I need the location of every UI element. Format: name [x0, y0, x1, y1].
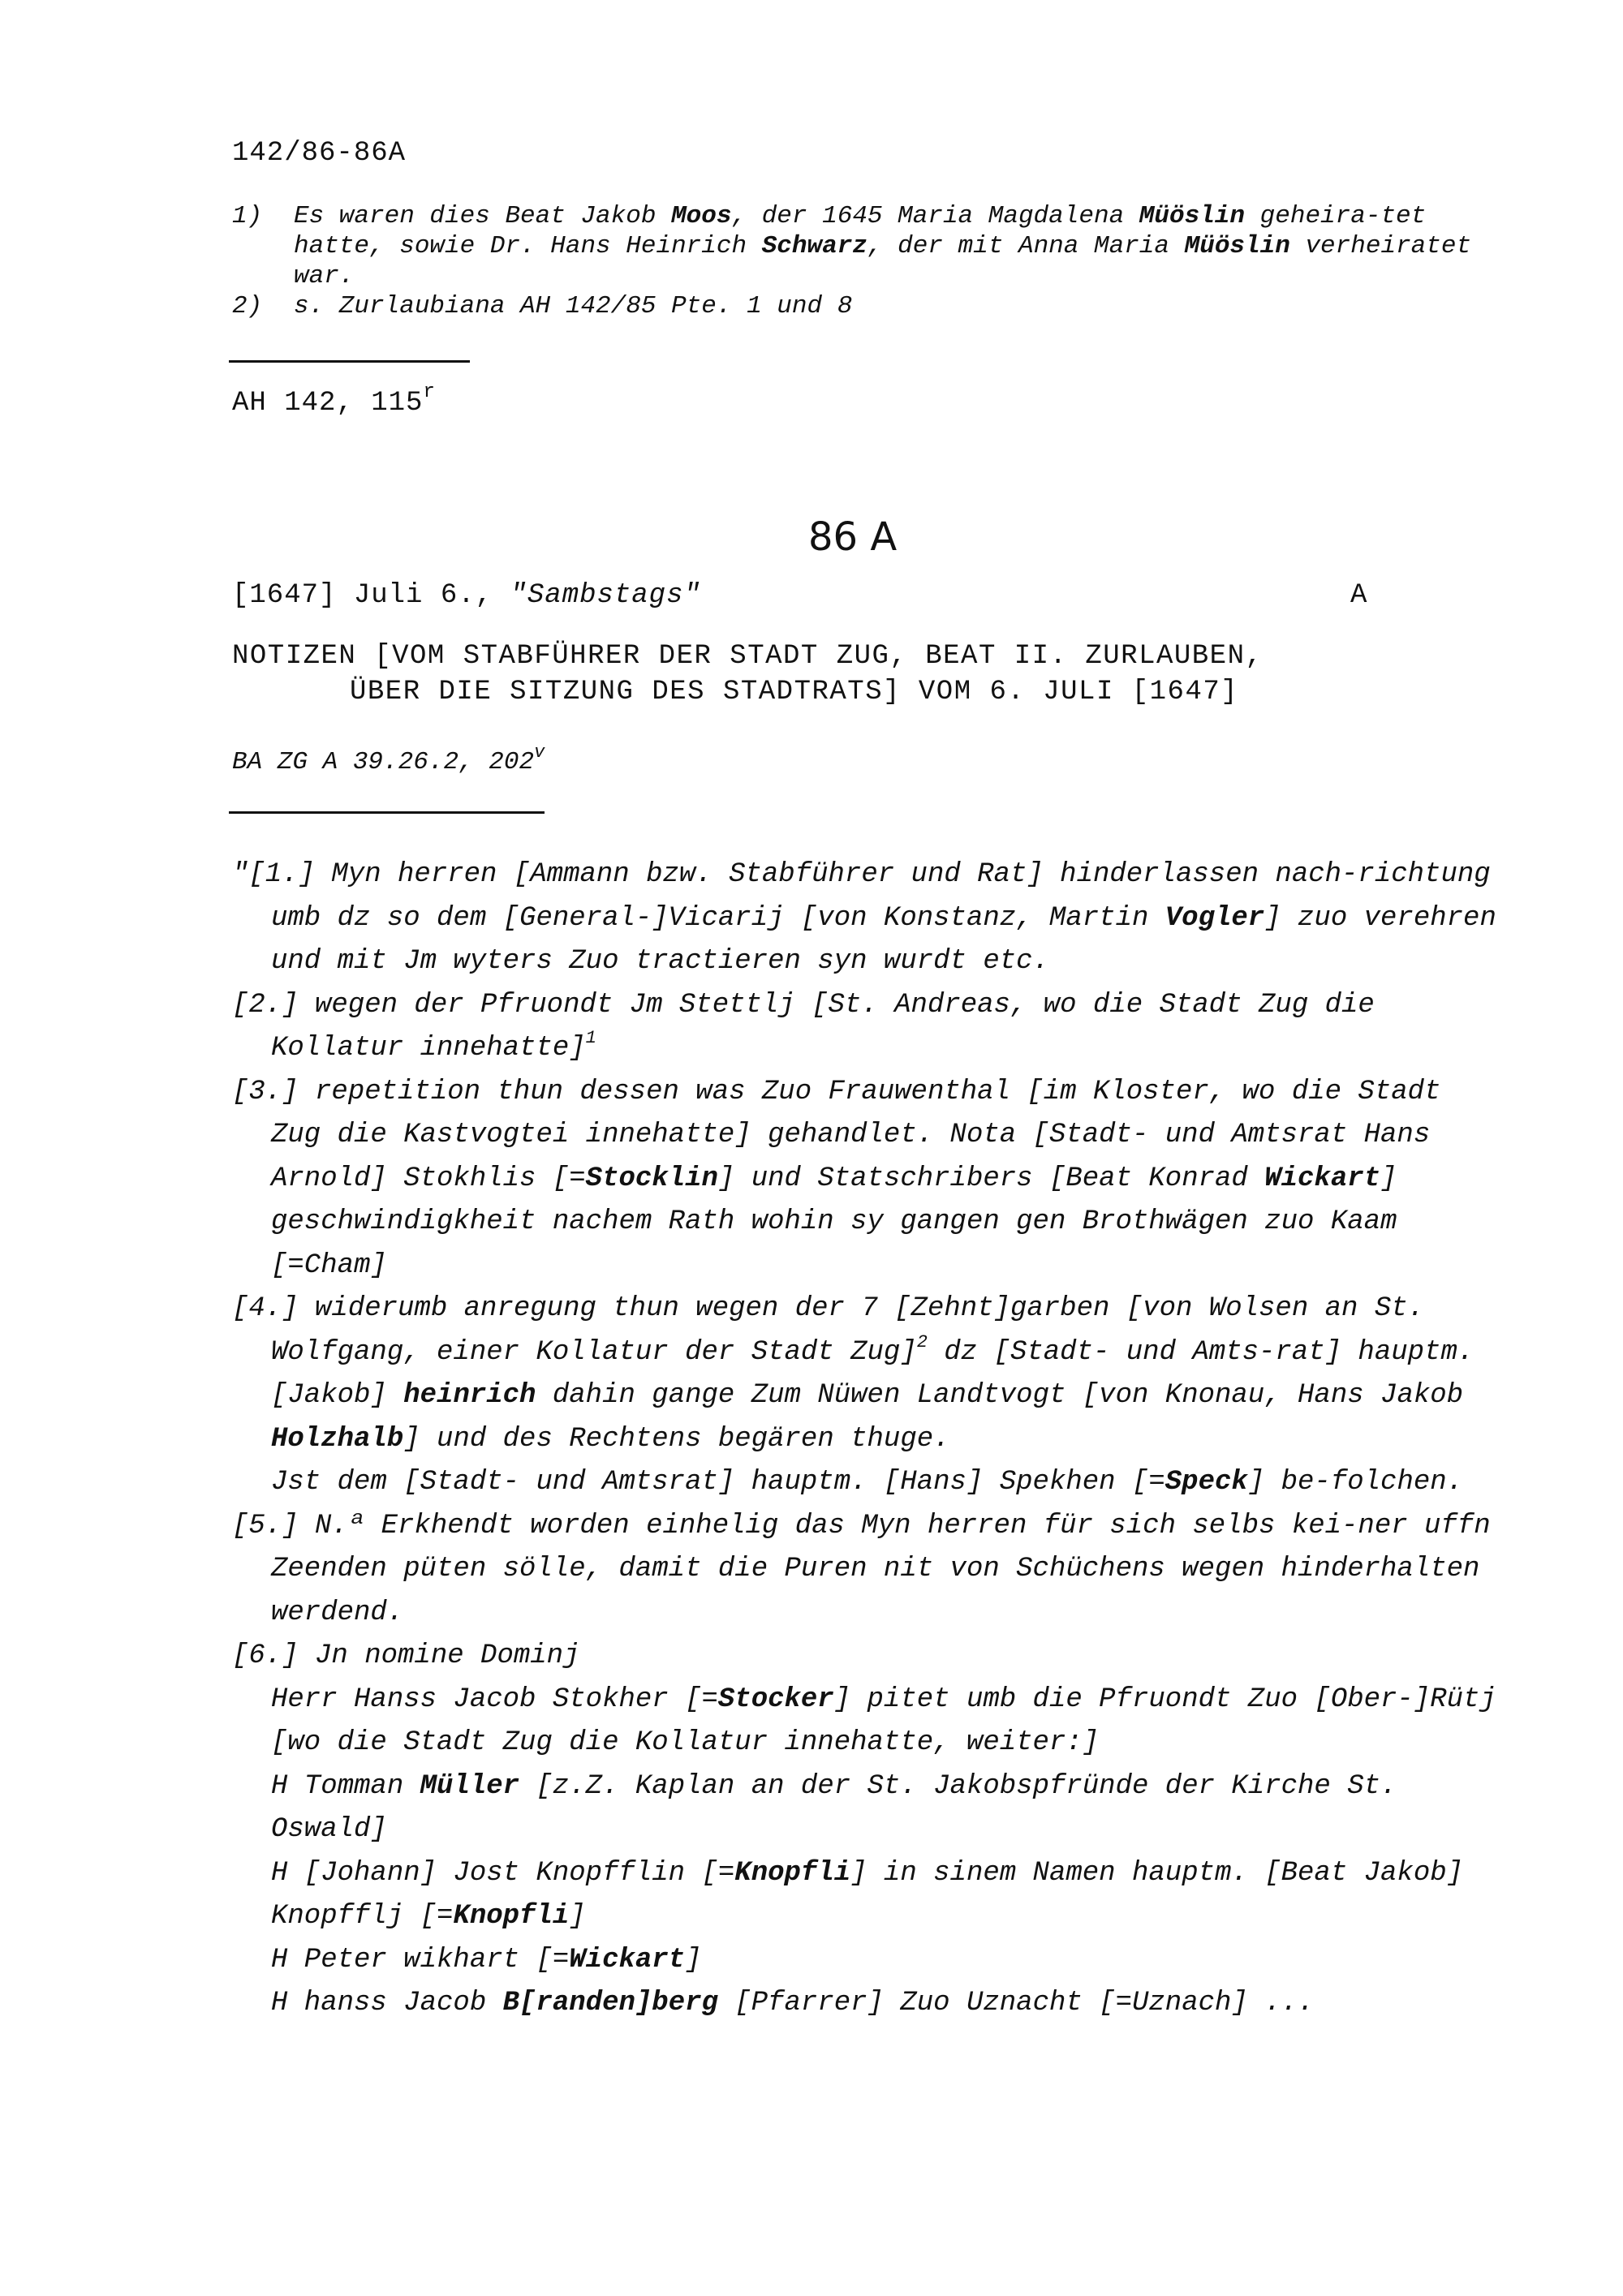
candidate-5: H hanss Jacob B[randen]berg [Pfarrer] Zuo Uznacht [=Uznach] ... [271, 1988, 1315, 2019]
source-reference: BA ZG A 39.26.2, 202$^v$ [232, 742, 545, 776]
paragraph-6: [6.] Jn nomine Dominj [232, 1640, 580, 1671]
candidate-3: H [Johann] Jost Knopfflin [=Knopfli] in sinem Namen hauptm. [Beat Jakob] Knopfflj [=Knopfli] [271, 1857, 1464, 1932]
paragraph-4: [4.] widerumb anregung thun wegen der 7 [Zehnt]garben [von Wolsen an St. Wolfgang, einer Kollatur der Stadt Zug]$^2$ dz [Stadt- und Amts-rat] hauptm. [Jakob] heinrich dahin gange Zum Nüwen Landtvogt [von Knonau, Hans Jakob Holzhalb] und des Rechtens begären thuge. [232, 1293, 1474, 1455]
paragraph-4-continuation: Jst dem [Stadt- und Amtsrat] hauptm. [Hans] Spekhen [=Speck] be-folchen. [271, 1467, 1464, 1498]
transcription-body [232, 853, 1498, 2026]
heading-line-2: ÜBER DIE SITZUNG DES STADTRATS] VOM 6. JULI [1647] [350, 677, 1239, 707]
heading-line-1: NOTIZEN [VOM STABFÜHRER DER STADT ZUG, BEAT II. ZURLAUBEN, [232, 641, 1264, 672]
candidate-1: Herr Hanss Jacob Stokher [=Stocker] pitet umb die Pfruondt Zuo [Ober-]Rütj [wo die Stadt Zug die Kollatur innehatte, weiter:] [271, 1683, 1496, 1758]
footnotes [232, 201, 1498, 321]
date-line: [1647] Juli 6., "Sambstags" [232, 580, 701, 611]
footnote-2: 2) s. Zurlaubiana AH 142/85 Pte. 1 und 8 [232, 292, 853, 320]
candidate-2: H Tomman Müller [z.Z. Kaplan an der St. Jakobspfründe der Kirche St. Oswald] [271, 1770, 1397, 1845]
footnote-number: 1) [232, 202, 263, 230]
document-letter: A [1350, 580, 1367, 611]
divider [229, 811, 545, 814]
paragraph-1: "[1.] Myn herren [Ammann bzw. Stabführer und Rat] hinderlassen nach-richtung umb dz so dem [General-]Vicarij [von Konstanz, Martin Vogler] zuo verehren und mit Jm wyters Zuo tractieren syn wurdt etc. [232, 859, 1496, 977]
paragraph-3: [3.] repetition thun dessen was Zuo Frauwenthal [im Kloster, wo die Stadt Zug die Kastvogtei innehatte] gehandlet. Nota [Stadt- und Amtsrat Hans Arnold] Stokhlis [=Stocklin] und Statschribers [Beat Konrad Wickart] geschwindigkheit nachem Rath wohin sy gangen gen Brothwägen zuo Kaam [=Cham] [232, 1076, 1441, 1281]
divider [229, 360, 470, 363]
paragraph-2: [2.] wegen der Pfruondt Jm Stettlj [St. Andreas, wo die Stadt Zug die Kollatur innehatte]$^1$ [232, 989, 1375, 1064]
page-reference: 142/86-86A [232, 138, 407, 169]
paragraph-5: [5.] N.ª Erkhendt worden einhelig das Myn herren für sich selbs kei-ner uffn Zeenden püten sölle, damit die Puren nit von Schüchens wegen hinderhalten werdend. [232, 1510, 1491, 1628]
document-number: 86 A [808, 514, 898, 560]
footnote-number: 2) [232, 292, 263, 320]
archive-reference: AH 142, 115$^r$ [232, 381, 436, 419]
candidate-4: H Peter wikhart [=Wickart] [271, 1944, 702, 1976]
footnote-1: 1) Es waren dies Beat Jakob Moos, der 1645 Maria Magdalena Müöslin geheira-tet hatte, sowie Dr. Hans Heinrich Schwarz, der mit Anna Maria Müöslin verheiratet war. [232, 202, 1472, 290]
